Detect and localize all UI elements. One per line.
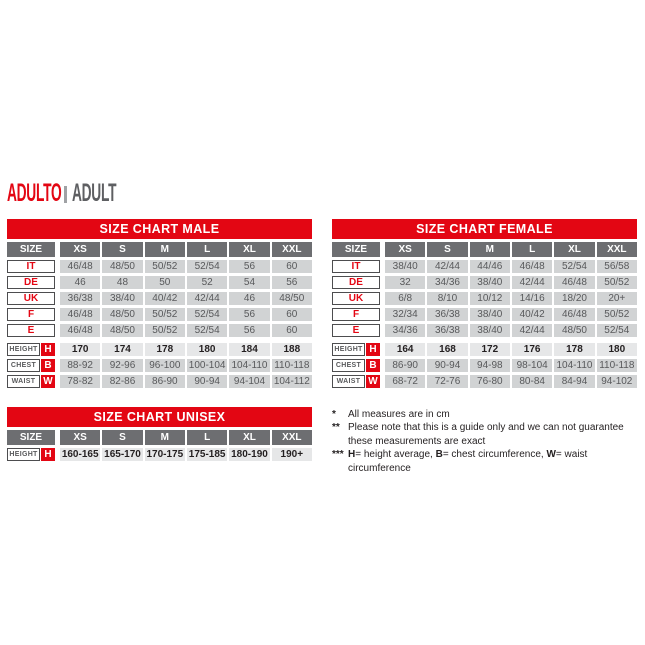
measure-row-chest bbox=[7, 359, 312, 372]
row-label-waist bbox=[332, 375, 380, 388]
size-cell: 46/48 bbox=[512, 260, 552, 273]
size-cell: 42/44 bbox=[512, 324, 552, 337]
size-header-cell: SIZE bbox=[7, 430, 55, 445]
size-cell: 56 bbox=[229, 308, 269, 321]
size-cell: 164 bbox=[385, 343, 425, 356]
table-title-bar: SIZE CHART FEMALE bbox=[332, 219, 637, 239]
size-cell: 40/42 bbox=[512, 308, 552, 321]
row-label-f: F bbox=[332, 308, 380, 321]
size-row-e bbox=[332, 324, 637, 337]
size-cell: 56 bbox=[229, 324, 269, 337]
column-header-s: S bbox=[102, 430, 142, 445]
size-cell: 36/38 bbox=[427, 308, 467, 321]
size-cell: 96-100 bbox=[145, 359, 185, 372]
size-cell: 52/54 bbox=[187, 308, 227, 321]
size-cell: 104-110 bbox=[229, 359, 269, 372]
size-cell: 48 bbox=[102, 276, 142, 289]
measure-label-text: WAIST bbox=[332, 375, 365, 388]
size-cell: 184 bbox=[229, 343, 269, 356]
size-cell: 46 bbox=[60, 276, 100, 289]
size-chart-unisex-table bbox=[7, 407, 312, 464]
size-cell: 86-90 bbox=[385, 359, 425, 372]
size-cell: 56 bbox=[272, 276, 312, 289]
footnote-1 bbox=[332, 408, 644, 421]
size-header-cell: SIZE bbox=[332, 242, 380, 257]
size-cell: 8/10 bbox=[427, 292, 467, 305]
size-cell: 180 bbox=[597, 343, 637, 356]
size-cell: 104-110 bbox=[554, 359, 594, 372]
size-cell: 60 bbox=[272, 260, 312, 273]
column-header-xxl: XXL bbox=[597, 242, 637, 257]
footnote-segment: = height average, bbox=[355, 449, 436, 461]
size-cell: 92-96 bbox=[102, 359, 142, 372]
size-cell: 46/48 bbox=[554, 308, 594, 321]
size-cell: 190+ bbox=[272, 448, 312, 461]
size-cell: 82-86 bbox=[102, 375, 142, 388]
row-label-e: E bbox=[332, 324, 380, 337]
measure-row-height bbox=[7, 448, 312, 461]
footnote-marker: *** bbox=[332, 449, 344, 461]
row-label-height bbox=[332, 343, 380, 356]
page-title-primary: ADULTO bbox=[7, 179, 62, 207]
size-cell: 52/54 bbox=[187, 324, 227, 337]
footnote-segment: = chest circumference, bbox=[442, 449, 547, 461]
row-label-it: IT bbox=[7, 260, 55, 273]
measure-badge-w: W bbox=[41, 375, 55, 388]
row-label-uk: UK bbox=[332, 292, 380, 305]
size-cell: 76-80 bbox=[470, 375, 510, 388]
size-cell: 38/40 bbox=[470, 324, 510, 337]
size-cell: 80-84 bbox=[512, 375, 552, 388]
size-cell: 56/58 bbox=[597, 260, 637, 273]
row-label-waist bbox=[7, 375, 55, 388]
column-header-l: L bbox=[187, 242, 227, 257]
column-header-l: L bbox=[187, 430, 227, 445]
size-header-cell: SIZE bbox=[7, 242, 55, 257]
measure-row-chest bbox=[332, 359, 637, 372]
row-label-height bbox=[7, 343, 55, 356]
size-cell: 36/38 bbox=[60, 292, 100, 305]
size-cell: 38/40 bbox=[470, 308, 510, 321]
size-cell: 40/42 bbox=[145, 292, 185, 305]
column-header-xxl: XXL bbox=[272, 430, 312, 445]
size-cell: 50/52 bbox=[597, 308, 637, 321]
size-cell: 36/38 bbox=[427, 324, 467, 337]
column-header-l: L bbox=[512, 242, 552, 257]
size-cell: 60 bbox=[272, 324, 312, 337]
size-chart-female-table bbox=[332, 219, 637, 391]
size-cell: 174 bbox=[102, 343, 142, 356]
footnote-line bbox=[348, 448, 644, 475]
size-cell: 68-72 bbox=[385, 375, 425, 388]
measure-label-text: HEIGHT bbox=[332, 343, 365, 356]
column-header-xl: XL bbox=[229, 242, 269, 257]
size-cell: 94-102 bbox=[597, 375, 637, 388]
size-cell: 180-190 bbox=[231, 448, 268, 460]
size-cell: 86-90 bbox=[145, 375, 185, 388]
size-row-e bbox=[7, 324, 312, 337]
size-cell: 78-82 bbox=[60, 375, 100, 388]
column-header-row bbox=[332, 242, 637, 257]
size-cell: 20+ bbox=[597, 292, 637, 305]
row-label-height bbox=[7, 448, 55, 461]
size-cell: 175-185 bbox=[188, 448, 226, 460]
measure-row-height bbox=[7, 343, 312, 356]
footnote-segment: All measures are in cm bbox=[348, 409, 450, 420]
row-label-chest bbox=[7, 359, 55, 372]
column-header-m: M bbox=[145, 430, 185, 445]
column-header-row bbox=[7, 430, 312, 445]
footnote-segment: W bbox=[546, 449, 556, 461]
size-cell: 170 bbox=[60, 343, 100, 356]
measure-badge-b: B bbox=[41, 359, 55, 372]
size-cell: 46 bbox=[229, 292, 269, 305]
size-cell: 104-112 bbox=[272, 375, 312, 388]
size-cell: 176 bbox=[512, 343, 552, 356]
size-cell: 50 bbox=[145, 276, 185, 289]
size-cell: 42/44 bbox=[512, 276, 552, 289]
size-cell: 48/50 bbox=[102, 308, 142, 321]
title-separator-bar bbox=[64, 186, 67, 203]
size-cell: 52 bbox=[187, 276, 227, 289]
footnote-line bbox=[348, 408, 644, 421]
footnote-line bbox=[348, 421, 644, 434]
size-cell: 32/34 bbox=[385, 308, 425, 321]
column-header-s: S bbox=[102, 242, 142, 257]
size-cell: 100-104 bbox=[188, 359, 226, 371]
column-header-row bbox=[7, 242, 312, 257]
column-header-m: M bbox=[470, 242, 510, 257]
size-cell: 44/46 bbox=[470, 260, 510, 273]
size-cell: 42/44 bbox=[187, 292, 227, 305]
measure-badge-h: H bbox=[366, 343, 380, 356]
column-header-m: M bbox=[145, 242, 185, 257]
size-cell: 42/44 bbox=[427, 260, 467, 273]
measure-badge-w: W bbox=[366, 375, 380, 388]
row-label-de: DE bbox=[332, 276, 380, 289]
size-cell: 18/20 bbox=[554, 292, 594, 305]
size-row-it bbox=[7, 260, 312, 273]
size-cell: 38/40 bbox=[385, 260, 425, 273]
size-chart-male-table bbox=[7, 219, 312, 391]
size-cell: 98-104 bbox=[512, 359, 552, 372]
measure-badge-b: B bbox=[366, 359, 380, 372]
size-cell: 48/50 bbox=[102, 324, 142, 337]
measure-row-waist bbox=[332, 375, 637, 388]
size-row-de bbox=[7, 276, 312, 289]
size-cell: 48/50 bbox=[554, 324, 594, 337]
measure-label-text: WAIST bbox=[7, 375, 40, 388]
footnote-marker: ** bbox=[332, 422, 340, 434]
footnote-2 bbox=[332, 421, 644, 448]
measure-row-height bbox=[332, 343, 637, 356]
size-cell: 168 bbox=[427, 343, 467, 356]
column-header-s: S bbox=[427, 242, 467, 257]
size-row-uk bbox=[7, 292, 312, 305]
column-header-xl: XL bbox=[229, 430, 269, 445]
size-cell: 50/52 bbox=[597, 276, 637, 289]
size-cell: 34/36 bbox=[427, 276, 467, 289]
size-cell: 52/54 bbox=[187, 260, 227, 273]
footnote-marker: * bbox=[332, 409, 336, 420]
size-cell: 110-118 bbox=[272, 359, 312, 372]
size-cell: 90-94 bbox=[187, 375, 227, 388]
size-cell: 10/12 bbox=[470, 292, 510, 305]
size-row-f bbox=[332, 308, 637, 321]
size-cell: 38/40 bbox=[102, 292, 142, 305]
size-cell: 180 bbox=[187, 343, 227, 356]
size-cell: 46/48 bbox=[60, 324, 100, 337]
footnote-segment: = waist circumference bbox=[348, 449, 588, 474]
row-label-it: IT bbox=[332, 260, 380, 273]
row-label-de: DE bbox=[7, 276, 55, 289]
size-cell: 72-76 bbox=[427, 375, 467, 388]
column-header-xs: XS bbox=[60, 430, 100, 445]
size-cell: 48/50 bbox=[272, 292, 312, 305]
size-cell: 165-170 bbox=[104, 448, 141, 460]
table-title-bar: SIZE CHART MALE bbox=[7, 219, 312, 239]
size-cell: 178 bbox=[145, 343, 185, 356]
footnote-segment: these measurements are exact bbox=[348, 435, 486, 447]
size-row-f bbox=[7, 308, 312, 321]
footnote-3 bbox=[332, 448, 644, 475]
size-cell: 46/48 bbox=[60, 308, 100, 321]
size-cell: 178 bbox=[554, 343, 594, 356]
size-cell: 88-92 bbox=[60, 359, 100, 372]
size-cell: 94-98 bbox=[470, 359, 510, 372]
size-cell: 38/40 bbox=[470, 276, 510, 289]
column-header-xs: XS bbox=[60, 242, 100, 257]
footnote-text bbox=[348, 448, 644, 475]
size-cell: 60 bbox=[272, 308, 312, 321]
size-cell: 52/54 bbox=[554, 260, 594, 273]
size-cell: 50/52 bbox=[145, 324, 185, 337]
size-cell: 170-175 bbox=[146, 448, 184, 460]
size-cell: 6/8 bbox=[385, 292, 425, 305]
size-cell: 56 bbox=[229, 260, 269, 273]
footnote-segment: B bbox=[435, 449, 443, 461]
measure-badge-h: H bbox=[41, 343, 55, 356]
size-cell: 48/50 bbox=[102, 260, 142, 273]
footnote-segment: Please note that this is a guide only and we can not guarantee bbox=[348, 422, 624, 434]
column-header-xl: XL bbox=[554, 242, 594, 257]
footnotes bbox=[332, 408, 644, 475]
row-label-f: F bbox=[7, 308, 55, 321]
size-cell: 46/48 bbox=[554, 276, 594, 289]
column-header-xs: XS bbox=[385, 242, 425, 257]
table-title-bar: SIZE CHART UNISEX bbox=[7, 407, 312, 427]
size-row-uk bbox=[332, 292, 637, 305]
size-cell: 188 bbox=[272, 343, 312, 356]
size-cell: 110-118 bbox=[597, 359, 637, 372]
size-cell: 160-165 bbox=[61, 448, 99, 460]
size-cell: 50/52 bbox=[145, 308, 185, 321]
size-cell: 34/36 bbox=[385, 324, 425, 337]
page-title-secondary: ADULT bbox=[72, 179, 117, 207]
row-label-uk: UK bbox=[7, 292, 55, 305]
column-header-xxl: XXL bbox=[272, 242, 312, 257]
size-cell: 172 bbox=[470, 343, 510, 356]
footnote-text bbox=[348, 408, 644, 421]
size-cell: 14/16 bbox=[512, 292, 552, 305]
footnote-text bbox=[348, 421, 644, 448]
size-row-de bbox=[332, 276, 637, 289]
measure-row-waist bbox=[7, 375, 312, 388]
size-cell: 46/48 bbox=[60, 260, 100, 273]
measure-label-text: HEIGHT bbox=[7, 343, 40, 356]
measure-label-text: CHEST bbox=[7, 359, 40, 372]
size-cell: 84-94 bbox=[554, 375, 594, 388]
size-cell: 94-104 bbox=[229, 375, 269, 388]
measure-label-text: CHEST bbox=[332, 359, 365, 372]
size-cell: 90-94 bbox=[427, 359, 467, 372]
row-label-chest bbox=[332, 359, 380, 372]
footnote-segment: H bbox=[348, 449, 356, 461]
size-cell: 32 bbox=[385, 276, 425, 289]
row-label-e: E bbox=[7, 324, 55, 337]
size-row-it bbox=[332, 260, 637, 273]
size-cell: 52/54 bbox=[597, 324, 637, 337]
footnote-line bbox=[348, 435, 644, 448]
size-cell: 54 bbox=[229, 276, 269, 289]
measure-badge-h: H bbox=[41, 448, 55, 461]
measure-label-text: HEIGHT bbox=[7, 448, 40, 461]
size-cell: 50/52 bbox=[145, 260, 185, 273]
